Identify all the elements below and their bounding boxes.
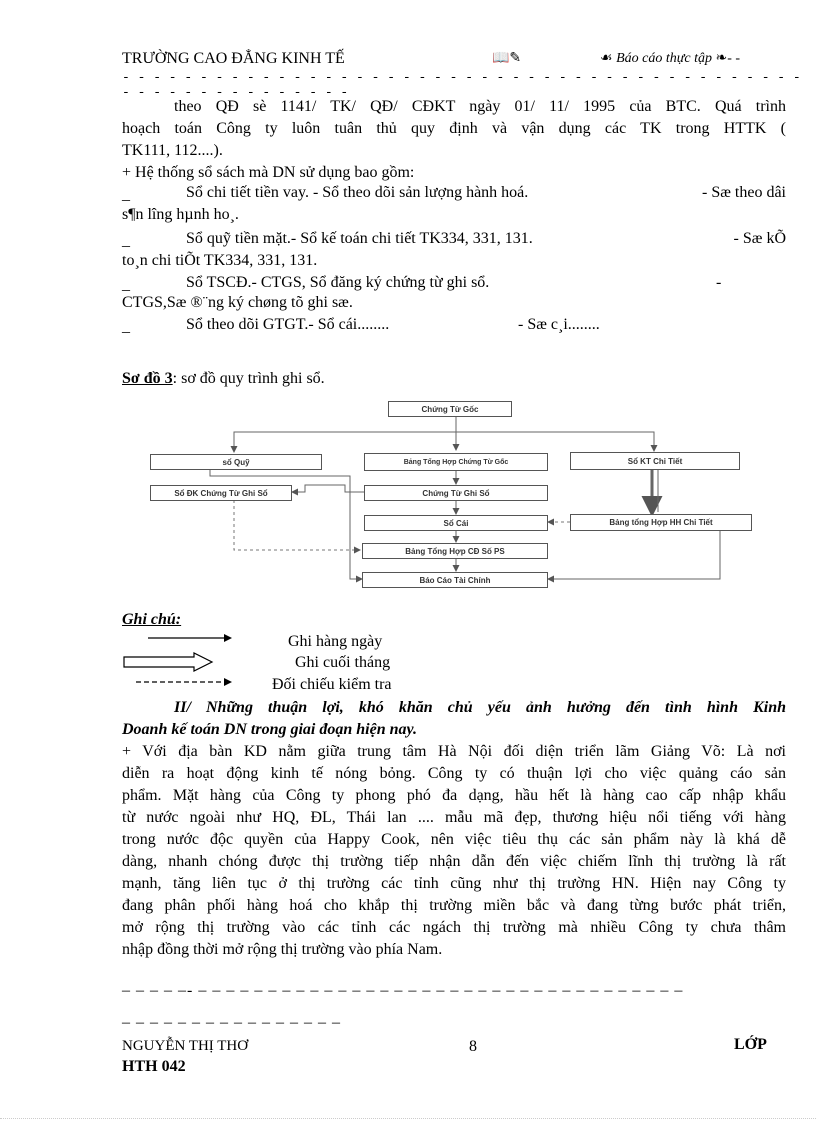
book-1-c: s¶n lîng hµnh ho¸. [122,206,239,223]
section2-line: + Với địa bàn KD nằm giữa trung tâm Hà Nội đối diện triển lãm Giảng Võ: Là nơi [122,743,786,760]
footer-page-number: 8 [469,1038,477,1055]
section2-line: trong nước độc quyền của Happy Cook, nên việc tiêu thụ các sản phẩm này là khá dễ [122,831,786,848]
left-ornament-icon: ☙ [600,51,613,66]
footer-divider-1: – – – – –- – – – – – – – – – – – – – – – – – – – – – – – – – – – – – – – – – – – [122,982,684,999]
box-chung-tu-ghi-so: Chứng Từ Ghi Sổ [364,485,548,501]
section2-heading-line2: Doanh kế toán DN trong giai đoạn hiện nay. [122,721,418,738]
right-ornament-icon: ❧- - [715,51,741,66]
book-1-b: - Sæ theo dâi [702,184,786,201]
arrow-ctg-to-soquy [234,432,456,452]
legend-month-end: Ghi cuối tháng [295,654,391,671]
books-intro: + Hệ thống sổ sách mà DN sử dụng bao gồm: [122,164,415,181]
book-4-b: - Sæ c¸i........ [518,316,600,333]
box-bang-tong-hop-ctg: Bảng Tổng Hợp Chứng Từ Gốc [364,453,548,471]
diagram-label: Sơ đồ 3 [122,370,173,387]
book-2-b: - Sæ kÕ [733,230,786,247]
header-divider: - - - - - - - - - - - - - - - - - - - - - - - - - - - - - - - - - - - - - - - - - - - - - - - - - - - - - - - - - - - [122,70,801,100]
book-1-a: Sổ chi tiết tiền vay. - Sổ theo dõi sản lượng hành hoá. [186,184,529,201]
bullet: _ [122,276,130,293]
box-bang-cd-so-ps: Bảng Tổng Hợp CĐ Số PS [362,543,548,559]
bullet: _ [122,318,130,335]
diagram-caption-text: : sơ đồ quy trình ghi sổ. [172,370,325,387]
footer-class-label: LỚP [734,1036,767,1053]
box-so-dk-ctgs: Sổ ĐK Chứng Từ Ghi Sổ [150,485,292,501]
para1-line1: theo QĐ sè 1141/ TK/ QĐ/ CĐKT ngày 01/ 11/ 1995 của BTC. Quá trình [174,98,786,115]
box-bang-tong-hop-hh: Bảng tổng Hợp HH Chi Tiết [570,514,752,531]
section2-heading-line1: II/ Những thuận lợi, khó khăn chủ yếu ảnh hưởng đến tình hình Kinh [174,699,786,716]
section2-last-line: nhập đồng thời mở rộng thị trường vào phía Nam. [122,941,443,958]
report-title: Báo cáo thực tập [616,51,712,66]
legend-daily: Ghi hàng ngày [288,633,383,650]
section2-line: mạnh, tăng liên tục ở thị trường các tỉnh cũng như thị trường HN. Hiện nay Công ty [122,875,786,892]
book-2-c: to¸n chi tiÕt TK334, 331, 131. [122,252,318,269]
section2-line: đang phân phối hàng hoá cho khắp thị trường miền bắc và đang từng bước phát triển, [122,897,786,914]
book-4-a: Sổ theo dõi GTGT.- Sổ cái........ [186,316,390,333]
legend-solid-arrowhead [224,634,232,642]
box-so-quy: sổ Quỹ [150,454,322,470]
box-bao-cao-tai-chinh: Báo Cáo Tài Chính [362,572,548,588]
section2-line: dàng, nhanh chóng được thị trường tiếp nhận dẫn đến việc chiếm lĩnh thị trường là rất [122,853,786,870]
book-2-a: Sổ quỹ tiền mặt.- Sổ kế toán chi tiết TK334, 331, 131. [186,230,533,247]
arrow-ctg-to-sokt [456,432,654,451]
book-3-c: CTGS,Sæ ®¨ng ký chøng tõ ghi sæ. [122,294,353,311]
bullet: _ [122,232,130,249]
section2-line: diễn ra hoạt động kinh tế nóng bỏng. Công ty có thuận lợi cho việc quảng cáo sản [122,765,786,782]
section2-line: mở rộng thị trường vào các tỉnh các ngách thị trường mà nhiều Công ty chưa thâm [122,919,786,936]
box-so-kt-chi-tiet: Sổ KT Chi Tiết [570,452,740,470]
dashed-sodk-to-bangcd [234,500,360,550]
arrow-ctgs-to-sodk [292,485,364,492]
legend-dashed-arrowhead [224,678,232,686]
section2-line: phẩm. Mặt hàng của Công ty phong phó đa dạng, hầu hết là hàng cao cấp nhập khẩu [122,787,786,804]
footer-divider-2: – – – – – – – – – – – – – – – – [122,1014,341,1031]
legend-symbols [120,630,240,690]
book-pen-icon: 📖✎ [492,51,522,66]
page-bottom-edge [0,1118,816,1119]
box-so-cai: Sổ Cái [364,515,548,531]
book-3-a: Sổ TSCĐ.- CTGS, Sổ đăng ký chứng từ ghi sổ. [186,274,490,291]
bullet: _ [122,186,130,203]
section2-line: từ nước ngoài như HQ, ĐL, Thái lan .... mẫu mã đẹp, thương hiệu nổi tiếng với hàng [122,809,786,826]
footer-class-code: HTH 042 [122,1058,186,1075]
para1-line2: hoạch toán Công ty luôn tuân thủ quy định và vận dụng các TK trong HTTK ( [122,120,786,137]
para1-line3: TK111, 112....). [122,142,223,159]
footer-author: NGUYỄN THỊ THƠ [122,1038,249,1054]
book-3-b: - [716,274,722,291]
legend-title: Ghi chú: [122,611,182,628]
legend-hollow-arrow [124,653,212,671]
box-chung-tu-goc: Chứng Từ Gốc [388,401,512,417]
legend-check: Đối chiếu kiểm tra [272,676,392,693]
arrow-bangthhh-to-bctc [548,530,720,579]
school-name: TRƯỜNG CAO ĐẲNG KINH TẾ [122,50,345,67]
